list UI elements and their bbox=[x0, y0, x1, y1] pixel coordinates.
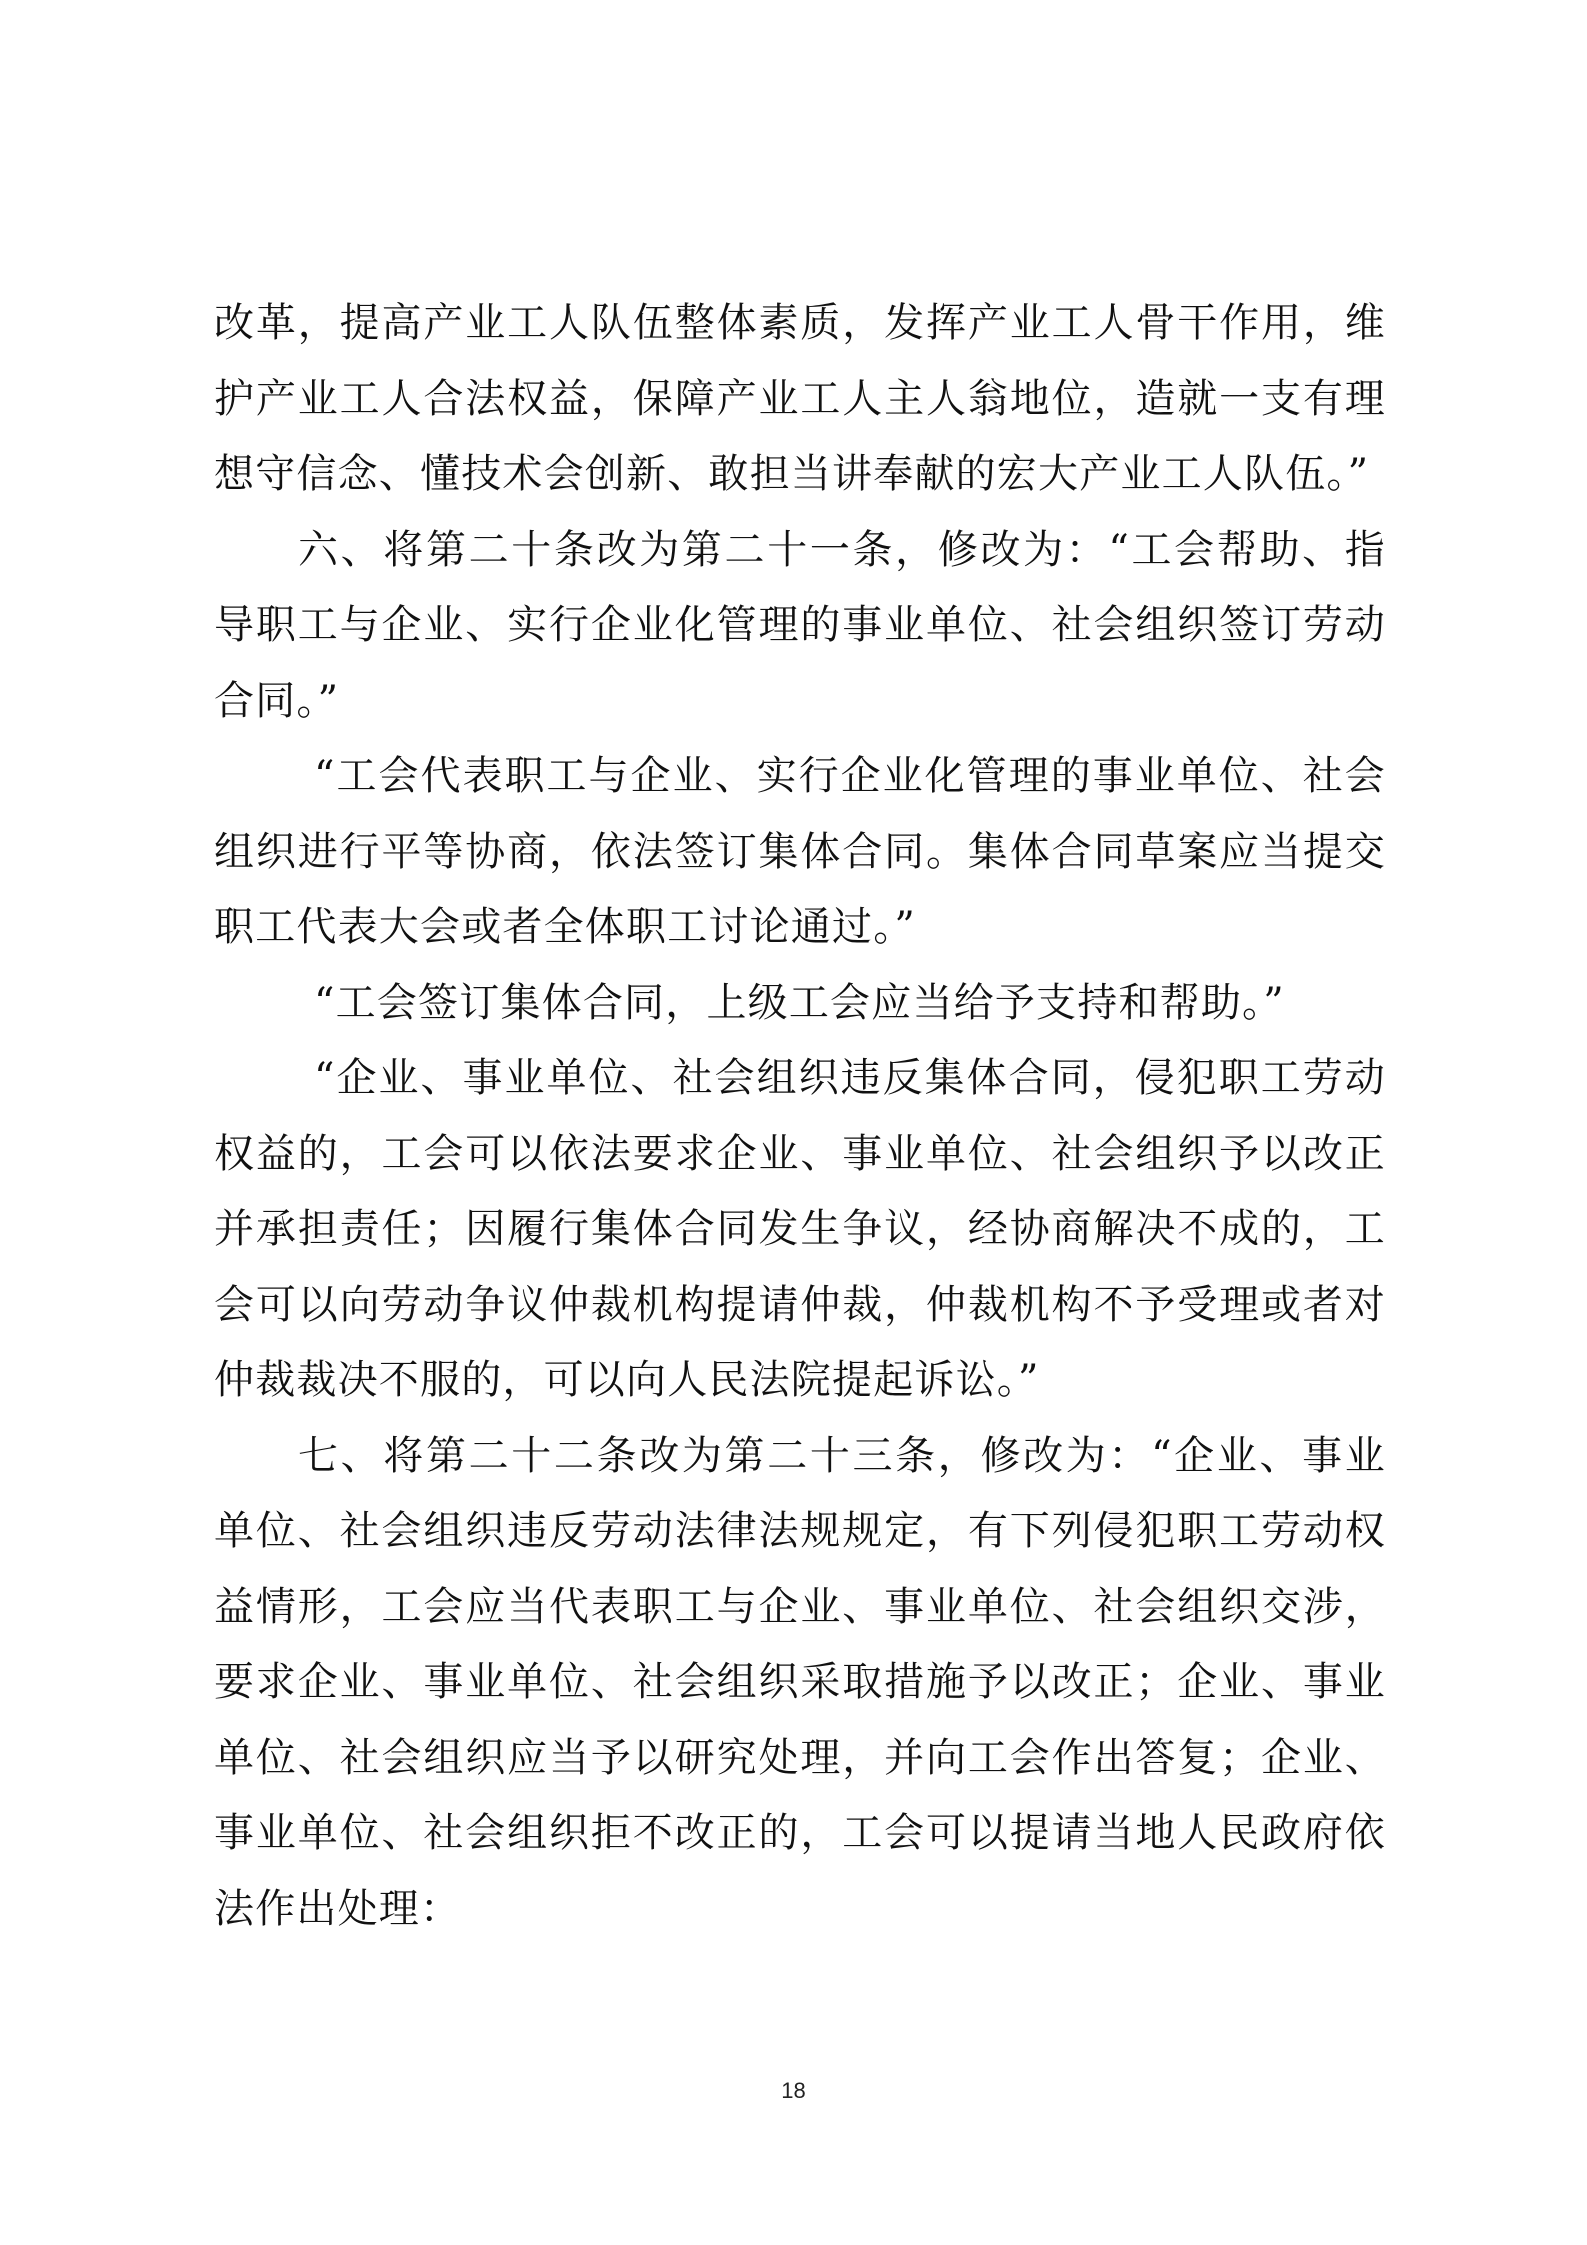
paragraph-article-7: 七、将第二十二条改为第二十三条，修改为：“企业、事业单位、社会组织违反劳动法律法规规定，有下列侵犯职工劳动权益情形，工会应当代表职工与企业、事业单位、社会组织交涉，要求企业、事业单位、社会组织采取措施予以改正；企业、事业单位、社会组织应当予以研究处理，并向工会作出答复；企业、事业单位、社会组织拒不改正的，工会可以提请当地人民政府依法作出处理： bbox=[214, 1432, 1386, 1932]
paragraph-collective-negotiation: “工会代表职工与企业、实行企业化管理的事业单位、社会组织进行平等协商，依法签订集体合同。集体合同草案应当提交职工代表大会或者全体职工讨论通过。” bbox=[214, 753, 1386, 950]
page-number: 18 bbox=[781, 2078, 806, 2103]
paragraph-article-6: 六、将第二十条改为第二十一条，修改为：“工会帮助、指导职工与企业、实行企业化管理的事业单位、社会组织签订劳动合同。” bbox=[214, 526, 1386, 724]
paragraph-contract-violation: “企业、事业单位、社会组织违反集体合同，侵犯职工劳动权益的，工会可以依法要求企业、事业单位、社会组织予以改正并承担责任；因履行集体合同发生争议，经协商解决不成的，工会可以向劳动争议仲裁机构提请仲裁，仲裁机构不予受理或者对仲裁裁决不服的，可以向人民法院提起诉讼。” bbox=[214, 1055, 1386, 1403]
document-body bbox=[214, 286, 1386, 1947]
paragraph-continuation: 改革，提高产业工人队伍整体素质，发挥产业工人骨干作用，维护产业工人合法权益，保障产业工人主人翁地位，造就一支有理想守信念、懂技术会创新、敢担当讲奉献的宏大产业工人队伍。” bbox=[214, 300, 1386, 497]
paragraph-superior-union-support: “工会签订集体合同，上级工会应当给予支持和帮助。” bbox=[314, 979, 1285, 1026]
